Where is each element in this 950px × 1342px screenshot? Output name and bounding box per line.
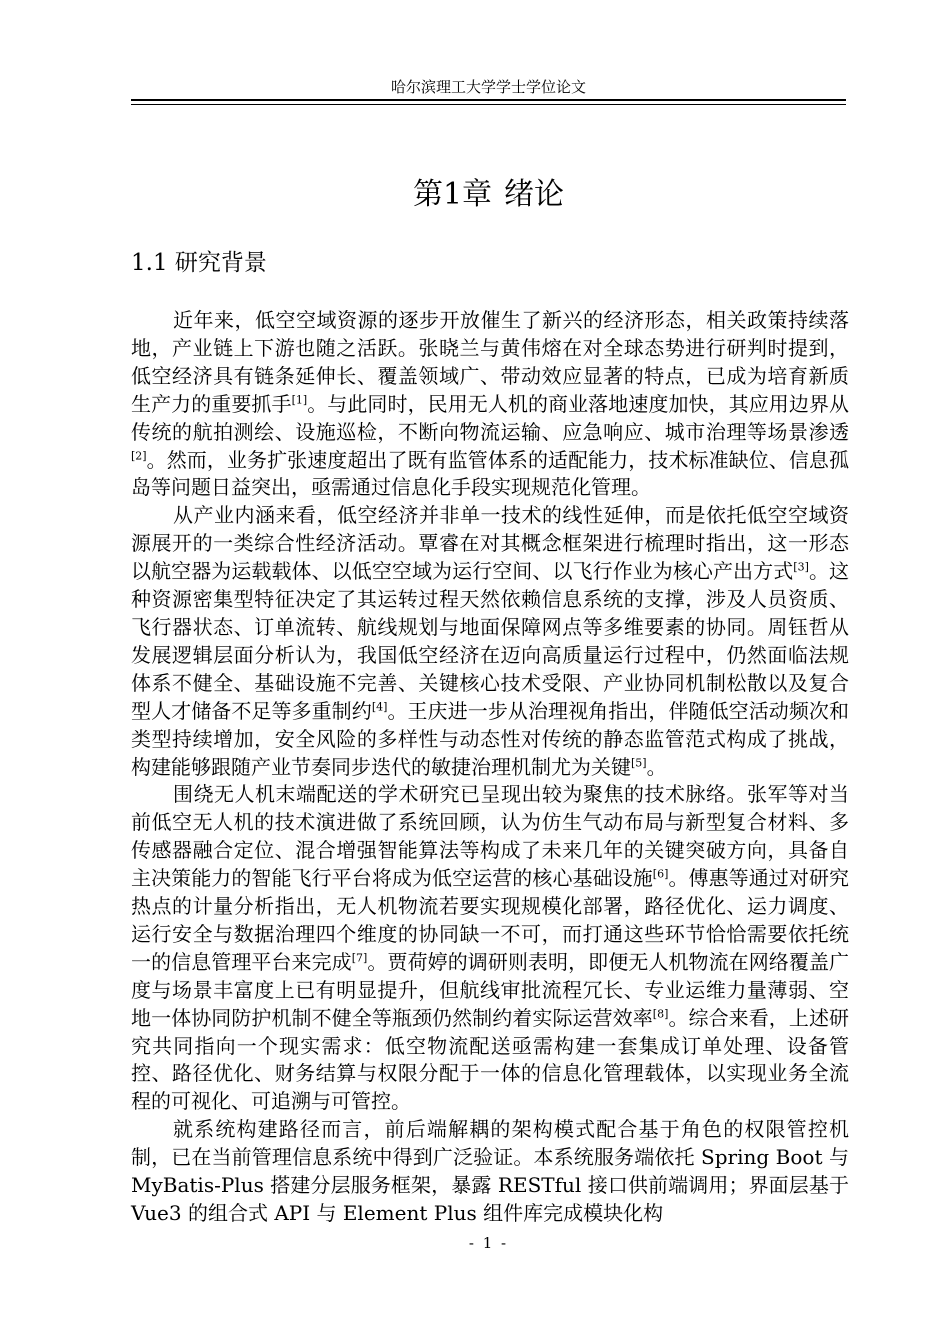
paragraph-text: 。这种资源密集型特征决定了其运转过程天然依赖信息系统的支撑，涉及人员资质、飞行器状态、订单流转、航线规划与地面保障网点等多维要素的协同。周钰哲从发展逻辑层面分析认为，我国低空经济在迈向高质量运行过程中，仍然面临法规体系不健全、基础设施不完善、关键核心技术受限、产业协同机制松散以及复合型人才储备不足等多重制约 [131,559,850,723]
body-paragraph [131,781,849,1116]
citation-ref: [2] [131,448,147,462]
body-paragraph [131,502,849,781]
chapter-name: 绪论 [504,177,565,213]
paragraph-text: 就系统构建路径而言，前后端解耦的架构模式配合基于角色的权限管控机制，已在当前管理信息系统中得到广泛验证。本系统服务端依托 Spring Boot 与 MyBatis-Plus 搭建分层服务框架，暴露 RESTful 接口供前端调用；界面层基于 Vue3 的组合式 API 与 Element Plus 组件库完成模块化构 [131,1117,849,1225]
paragraph-text: 从产业内涵来看，低空经济并非单一技术的线性延伸，而是依托低空空域资源展开的一类综合性经济活动。覃睿在对其概念框架进行梳理时指出，这一形态以航空器为运载载体、以低空空域为运行空间、以飞行作业为核心产出方式 [131,503,849,584]
page-number: - 1 - [468,1234,509,1252]
running-header: 哈尔滨理工大学学士学位论文 [390,78,586,96]
citation-ref: [4] [371,700,388,714]
citation-ref: [7] [351,951,368,965]
citation-ref: [8] [652,1007,669,1020]
section-heading: 1.1 研究背景 [131,250,267,276]
header-rule-thin [131,104,846,105]
chapter-number: 第1章 [412,177,493,213]
body-text [131,307,849,1228]
paragraph-text: 。王庆进一步从治理视角指出，伴随低空活动频次和类型持续增加，安全风险的多样性与动态性对传统的静态监管范式构成了挑战，构建能够跟随产业节奏同步迭代的敏捷治理机制尤为关键 [131,698,850,779]
paragraph-text: 。然而，业务扩张速度超出了既有监管体系的适配能力，技术标准缺位、信息孤岛等问题日益突出，亟需通过信息化手段实现规范化管理。 [131,447,849,500]
paragraph-text: 。与此同时，民用无人机的商业落地速度加快，其应用边界从传统的航拍测绘、设施巡检，不断向物流运输、应急响应、城市治理等场景渗透 [131,391,850,444]
chapter-title [131,176,846,214]
body-paragraph [131,307,849,502]
paragraph-text: 。傅惠等通过对研究热点的计量分析指出，无人机物流若要实现规模化部署，路径优化、运力调度、运行安全与数据治理四个维度的协同缺一不可，而打通这些环节恰恰需要依托统一的信息管理平台来完成 [131,866,850,974]
paragraph-text: 。 [646,754,667,779]
paragraph-text: 近年来，低空空域资源的逐步开放催生了新兴的经济形态，相关政策持续落地，产业链上下游也随之活跃。张晓兰与黄伟熔在对全球态势进行研判时提到，低空经济具有链条延伸长、覆盖领域广、带动效应显著的特点，已成为培育新质生产力的重要抓手 [131,308,849,416]
header-rule-thick [131,99,846,101]
citation-ref: [1] [291,393,308,407]
citation-ref: [3] [793,560,809,574]
citation-ref: [6] [652,867,669,881]
paragraph-text: 。综合来看，上述研究共同指向一个现实需求：低空物流配送亟需构建一套集成订单处理、设备管控、路径优化、财务结算与权限分配于一体的信息化管理载体，以实现业务全流程的可视化、可追溯与可管控。 [131,1005,850,1114]
citation-ref: [5] [631,755,647,769]
paragraph-text: 。贾荷婷的调研则表明，即便无人机物流在网络覆盖广度与场景丰富度上已有明显提升，但航线审批流程冗长、专业运维力量薄弱、空地一体协同防护机制不健全等瓶颈仍然制约着实际运营效率 [131,949,850,1030]
body-paragraph [131,1116,849,1228]
paragraph-text: 围绕无人机末端配送的学术研究已呈现出较为聚焦的技术脉络。张军等对当前低空无人机的技术演进做了系统回顾，认为仿生气动布局与新型复合材料、多传感器融合定位、混合增强智能算法等构成了未来几年的关键突破方向，具备自主决策能力的智能飞行平台将成为低空运营的核心基础设施 [131,782,849,891]
